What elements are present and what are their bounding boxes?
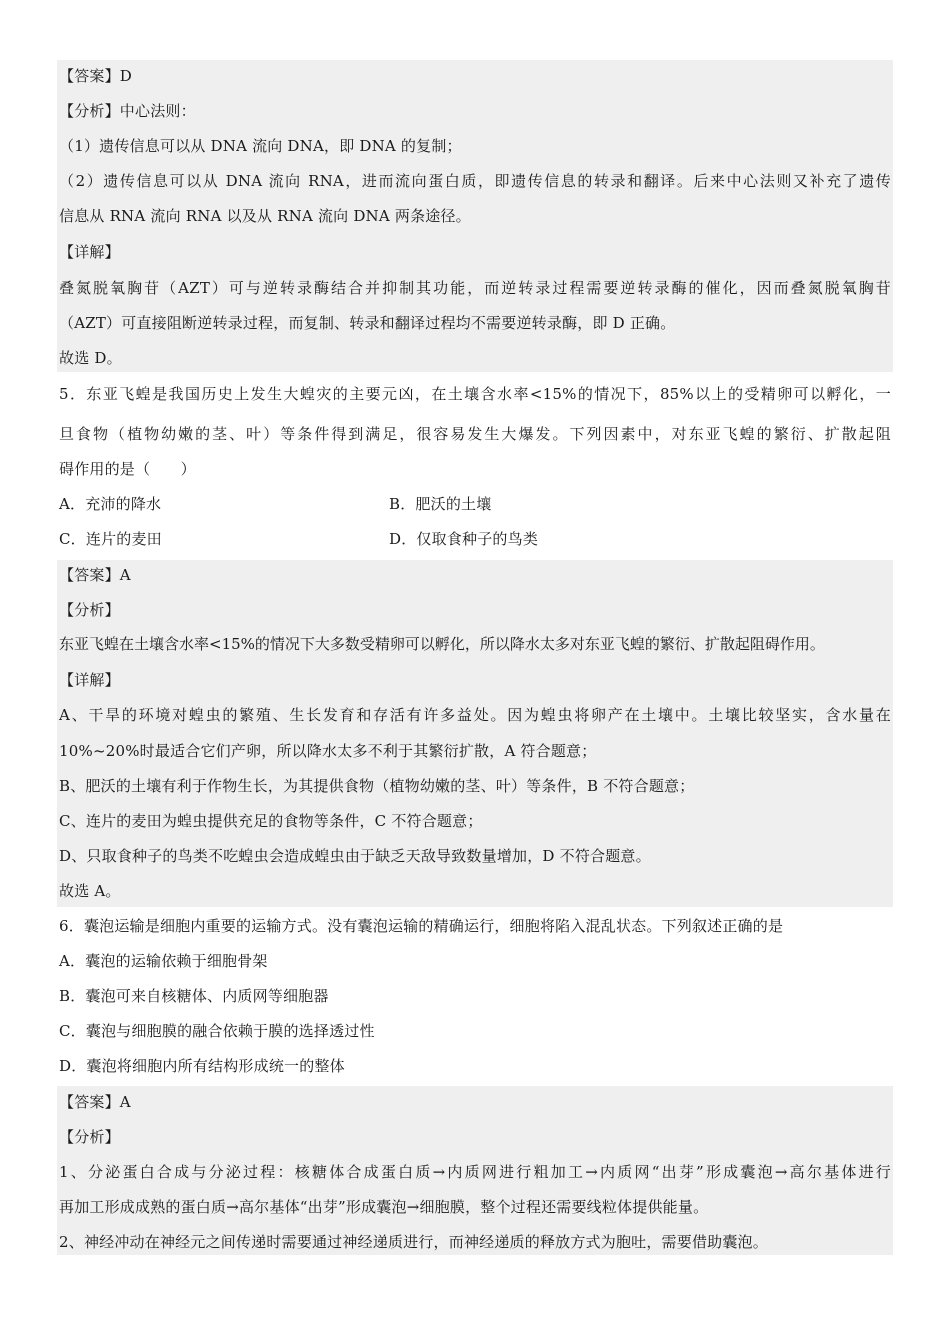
q5-analysis-heading: 【分析】 [59,601,120,619]
q5-answer: 【答案】A [59,566,131,584]
q6-option-d: D．囊泡将细胞内所有结构形成统一的整体 [59,1057,345,1075]
q6-option-b: B．囊泡可来自核糖体、内质网等细胞器 [59,987,329,1005]
q5-option-c: C．连片的麦田 [59,530,162,548]
q5-detail-line: A、干旱的环境对蝗虫的繁殖、生长发育和存活有许多益处。因为蝗虫将卵产在土壤中。土壤比较坚实，含水量在 [59,706,891,724]
q5-analysis-line: 东亚飞蝗在土壤含水率<15%的情况下大多数受精卵可以孵化，所以降水太多对东亚飞蝗的繁衍、扩散起阻碍作用。 [59,635,825,653]
q6-analysis-line: 2、神经冲动在神经元之间传递时需要通过神经递质进行，而神经递质的释放方式为胞吐，需要借助囊泡。 [59,1233,768,1251]
q6-analysis-heading: 【分析】 [59,1128,120,1146]
q5-stem: 旦食物（植物幼嫩的茎、叶）等条件得到满足，很容易发生大爆发。下列因素中，对东亚飞蝗的繁衍、扩散起阻 [59,425,891,443]
q5-option-b: B．肥沃的土壤 [389,495,492,513]
q6-option-a: A．囊泡的运输依赖于细胞骨架 [59,952,268,970]
q5-detail-line: D、只取食种子的鸟类不吃蝗虫会造成蝗虫由于缺乏天敌导致数量增加，D 不符合题意。 [59,847,651,865]
q6-option-c: C．囊泡与细胞膜的融合依赖于膜的选择透过性 [59,1022,375,1040]
q5-option-d: D．仅取食种子的鸟类 [389,530,539,548]
q4-analysis-heading: 【分析】中心法则： [59,102,196,120]
q5-detail-line: C、连片的麦田为蝗虫提供充足的食物等条件，C 不符合题意； [59,812,483,830]
q5-stem: 碍作用的是（ ） [59,460,196,478]
q6-analysis-line: 1、分泌蛋白合成与分泌过程：核糖体合成蛋白质→内质网进行粗加工→内质网“出芽”形成囊泡→高尔基体进行 [59,1163,891,1181]
q4-detail-line: （AZT）可直接阻断逆转录过程，而复制、转录和翻译过程均不需要逆转录酶，即 D 正确。 [59,314,676,332]
q4-analysis-line: 信息从 RNA 流向 RNA 以及从 RNA 流向 DNA 两条途径。 [59,207,471,225]
q4-detail-line: 叠氮脱氧胸苷（AZT）可与逆转录酶结合并抑制其功能，而逆转录过程需要逆转录酶的催化，因而叠氮脱氧胸苷 [59,279,891,297]
q5-detail-heading: 【详解】 [59,671,120,689]
q5-detail-line: 10%~20%时最适合它们产卵，所以降水太多不利于其繁衍扩散，A 符合题意； [59,742,597,760]
q5-stem: 5．东亚飞蝗是我国历史上发生大蝗灾的主要元凶，在土壤含水率<15%的情况下，85%以上的受精卵可以孵化，一 [59,385,891,403]
q4-conclusion: 故选 D。 [59,349,122,367]
q5-conclusion: 故选 A。 [59,882,121,900]
q4-analysis-line: （1）遗传信息可以从 DNA 流向 DNA，即 DNA 的复制； [59,137,462,155]
q6-analysis-line: 再加工形成成熟的蛋白质→高尔基体“出芽”形成囊泡→细胞膜，整个过程还需要线粒体提供能量。 [59,1198,709,1216]
q6-stem: 6．囊泡运输是细胞内重要的运输方式。没有囊泡运输的精确运行，细胞将陷入混乱状态。下列叙述正确的是 [59,917,784,935]
q4-answer: 【答案】D [59,67,133,85]
q6-answer: 【答案】A [59,1093,131,1111]
q4-analysis-line: （2）遗传信息可以从 DNA 流向 RNA，进而流向蛋白质，即遗传信息的转录和翻译。后来中心法则又补充了遗传 [59,172,891,190]
q5-option-a: A．充沛的降水 [59,495,162,513]
q5-detail-line: B、肥沃的土壤有利于作物生长，为其提供食物（植物幼嫩的茎、叶）等条件，B 不符合题意； [59,777,695,795]
q4-detail-heading: 【详解】 [59,243,120,261]
